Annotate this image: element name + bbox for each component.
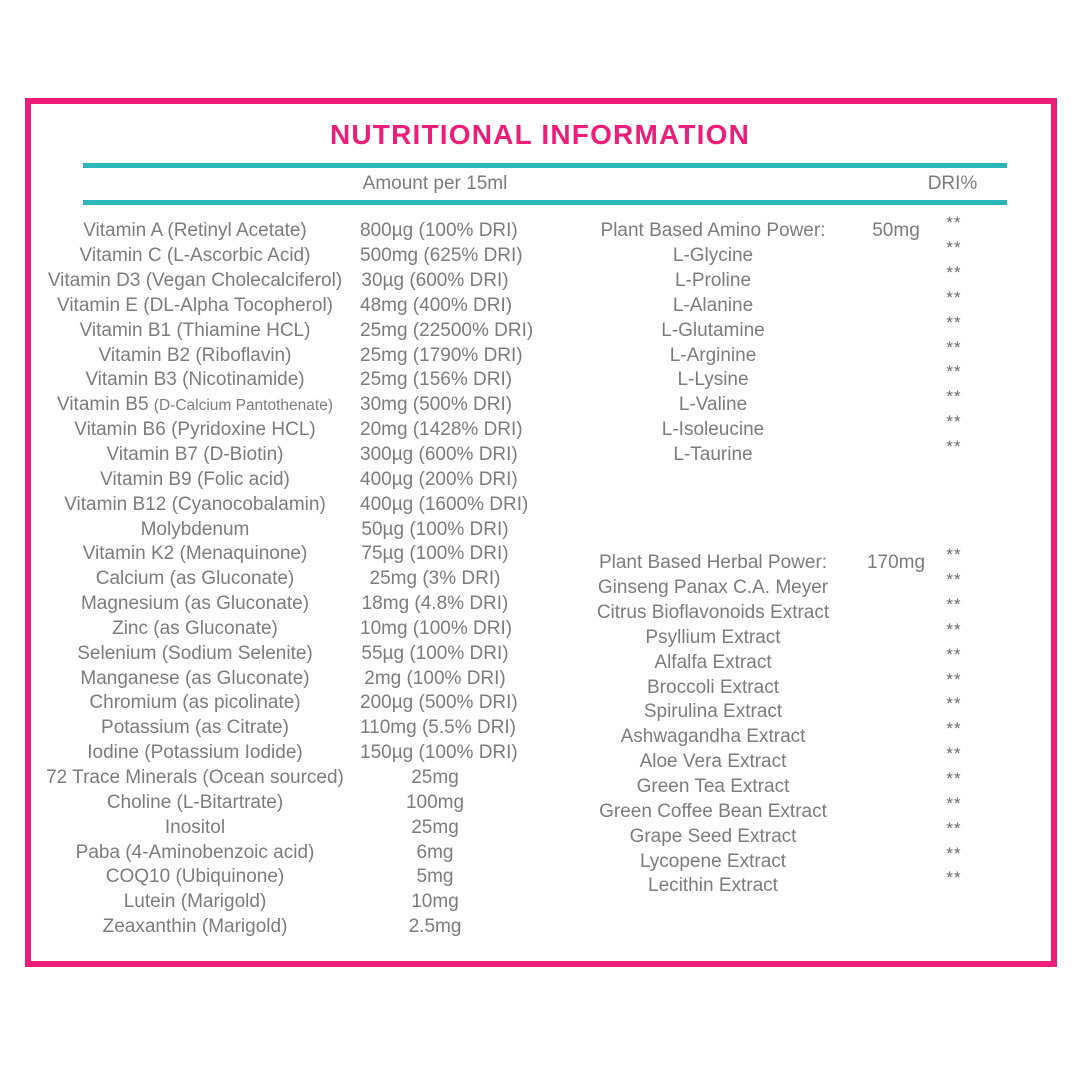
nutrient-label	[30, 245, 360, 267]
nutrient-amount: 25mg	[411, 766, 459, 788]
dri-asterisks: **	[946, 769, 962, 789]
nutrient-row	[560, 719, 982, 750]
nutrient-row	[30, 716, 516, 741]
nutrient-label-text: 72 Trace Minerals (Ocean sourced)	[46, 766, 344, 788]
nutrient-row	[560, 669, 982, 700]
amino-section-rows	[560, 213, 982, 467]
nutrient-row	[560, 769, 982, 800]
divider-bottom	[83, 200, 1007, 205]
nutrient-row	[560, 412, 982, 443]
nutrient-amount: 800µg (100% DRI)	[360, 220, 518, 242]
nutrient-row	[560, 387, 982, 418]
nutrient-row	[560, 287, 982, 319]
nutrient-amount: 400µg (200% DRI)	[360, 468, 518, 490]
nutrient-label	[30, 643, 360, 665]
nutrient-row	[30, 393, 513, 418]
herbal-section-rows	[560, 545, 982, 899]
nutrient-amount: 50mg	[872, 220, 920, 242]
nutrient-label	[30, 320, 360, 342]
nutrient-label	[30, 792, 360, 814]
nutrient-label-text: Vitamin B5	[56, 394, 149, 416]
nutrient-row	[560, 570, 982, 601]
dri-asterisks: **	[946, 362, 962, 382]
nutrient-label-text: Lutein (Marigold)	[123, 891, 267, 913]
nutrient-amount: 25mg (1790% DRI)	[360, 344, 523, 366]
nutrient-label-text: Vitamin B1 (Thiamine HCL)	[79, 319, 311, 341]
nutrient-row	[30, 641, 510, 666]
nutrient-label-text: Potassium (as Citrate)	[101, 717, 289, 739]
nutrient-amount: 5mg	[416, 866, 454, 888]
nutrient-row	[30, 492, 529, 517]
dri-asterisks: **	[946, 669, 962, 689]
nutrient-label: Lecithin Extract	[648, 875, 778, 897]
nutrient-row	[30, 592, 510, 617]
nutrient-row	[30, 766, 510, 791]
nutrient-label-text: Zinc (as Gluconate)	[112, 617, 278, 639]
nutrient-row	[560, 545, 982, 576]
nutrient-row	[560, 337, 982, 368]
nutrient-label-text: Vitamin B12 (Cyanocobalamin)	[64, 493, 326, 515]
nutrient-label: Aloe Vera Extract	[639, 751, 787, 773]
nutrient-label: Alfalfa Extract	[654, 651, 772, 673]
nutrient-amount: 300µg (600% DRI)	[360, 444, 518, 466]
nutrient-amount: 170mg	[866, 552, 926, 574]
nutrient-label	[30, 419, 360, 441]
nutrient-label	[30, 618, 360, 640]
nutrient-label: Green Coffee Bean Extract	[599, 800, 827, 822]
nutrient-label	[30, 668, 360, 690]
nutrient-label: L-Valine	[678, 394, 748, 416]
nutrient-amount: 10mg	[411, 891, 459, 913]
nutrient-label	[30, 270, 360, 292]
column-header-dri: DRI%	[927, 173, 978, 194]
nutrient-amount: 25mg (3% DRI)	[369, 568, 501, 590]
nutrient-label	[30, 568, 360, 590]
nutrient-label	[30, 369, 360, 391]
nutrient-amount: 30mg (500% DRI)	[360, 394, 513, 416]
nutrient-label-text: Vitamin B3 (Nicotinamide)	[85, 369, 305, 391]
nutrient-label-text: Iodine (Potassium Iodide)	[87, 742, 303, 764]
nutrient-amount: 55µg (100% DRI)	[361, 642, 509, 664]
nutrient-row	[560, 362, 982, 393]
nutrient-amount: 100mg	[405, 791, 465, 813]
dri-asterisks: **	[946, 287, 962, 307]
nutrient-amount: 18mg (4.8% DRI)	[361, 593, 509, 615]
nutrient-amount: 2.5mg	[408, 916, 462, 938]
nutrient-label: L-Glycine	[672, 245, 754, 267]
nutrient-row	[30, 542, 510, 567]
nutrient-label-small-text: (D-Calcium Pantothenate)	[153, 397, 333, 415]
nutrient-label	[30, 916, 360, 938]
nutrient-row	[30, 244, 523, 269]
nutrient-amount: 6mg	[416, 841, 454, 863]
nutrient-label	[30, 394, 360, 416]
nutrient-label-text: Manganese (as Gluconate)	[80, 667, 310, 689]
nutrient-label	[30, 891, 360, 913]
nutrient-label: L-Isoleucine	[661, 419, 765, 441]
nutrient-row	[560, 595, 982, 626]
nutrient-row	[30, 219, 518, 244]
nutrient-label: Psyllium Extract	[645, 626, 781, 648]
nutrient-label-text: Magnesium (as Gluconate)	[80, 593, 310, 615]
dri-asterisks: **	[946, 793, 962, 813]
dri-asterisks: **	[946, 570, 962, 590]
nutrient-label-text: Selenium (Sodium Selenite)	[77, 642, 313, 664]
nutrient-label-text: Vitamin D3 (Vegan Cholecalciferol)	[47, 270, 343, 292]
dri-asterisks: **	[946, 437, 962, 457]
nutrient-row	[30, 741, 518, 766]
nutrient-row	[560, 238, 982, 269]
nutrient-label-text: Vitamin B2 (Riboflavin)	[98, 344, 292, 366]
nutrient-amount: 150µg (100% DRI)	[360, 742, 518, 764]
nutrient-amount: 50µg (100% DRI)	[361, 518, 509, 540]
nutrient-row	[30, 840, 510, 865]
nutrient-label-text: Molybdenum	[140, 518, 250, 540]
nutrient-label	[30, 866, 360, 888]
dri-asterisks: **	[946, 213, 962, 233]
nutrient-row	[560, 868, 982, 899]
nutrient-row	[30, 666, 510, 691]
nutrient-label	[30, 817, 360, 839]
nutrient-label-text: Zeaxanthin (Marigold)	[102, 916, 288, 938]
nutrient-row	[560, 843, 982, 874]
nutrient-label: L-Arginine	[669, 344, 757, 366]
nutrient-amount: 75µg (100% DRI)	[361, 543, 509, 565]
nutrient-label	[30, 593, 360, 615]
nutrient-amount: 500mg (625% DRI)	[360, 245, 523, 267]
dri-asterisks: **	[946, 694, 962, 714]
nutrient-label: L-Alanine	[672, 294, 754, 316]
nutrient-row	[30, 443, 518, 468]
nutrient-label: Plant Based Amino Power:	[600, 220, 826, 242]
nutrient-label: Ginseng Panax C.A. Meyer	[597, 577, 829, 599]
nutrient-label	[30, 519, 360, 541]
dri-asterisks: **	[946, 263, 962, 283]
nutrient-amount: 200µg (500% DRI)	[360, 692, 518, 714]
nutrient-label	[30, 469, 360, 491]
nutrient-row	[30, 890, 510, 915]
nutrient-label: Ashwagandha Extract	[620, 726, 806, 748]
dri-asterisks: **	[946, 818, 962, 838]
nutrient-row	[30, 368, 513, 393]
nutrient-row	[30, 269, 510, 294]
nutrient-label-text: Vitamin C (L-Ascorbic Acid)	[79, 245, 311, 267]
nutrient-row	[30, 467, 518, 492]
nutrient-label	[30, 220, 360, 242]
nutrient-row	[30, 343, 523, 368]
nutrient-amount: 25mg (22500% DRI)	[360, 319, 534, 341]
nutrient-row	[30, 418, 523, 443]
nutrient-label-text: Chromium (as picolinate)	[89, 692, 301, 714]
nutrient-label-text: Vitamin A (Retinyl Acetate)	[83, 220, 307, 242]
page-title: NUTRITIONAL INFORMATION	[329, 119, 751, 150]
dri-asterisks: **	[946, 843, 962, 863]
nutrient-label: Grape Seed Extract	[629, 825, 797, 847]
dri-asterisks: **	[946, 619, 962, 639]
nutrient-row	[560, 818, 982, 849]
nutrient-label-text: Calcium (as Gluconate)	[95, 568, 295, 590]
nutrient-row	[560, 263, 982, 294]
nutrient-label-text: Inositol	[164, 816, 226, 838]
dri-asterisks: **	[946, 412, 962, 432]
nutrient-label-text: Vitamin B7 (D-Biotin)	[106, 444, 284, 466]
nutrient-label: Spirulina Extract	[643, 701, 783, 723]
nutrient-amount: 110mg (5.5% DRI)	[360, 717, 516, 739]
dri-asterisks: **	[946, 595, 962, 615]
nutrient-label	[30, 692, 360, 714]
nutrient-label: L-Proline	[674, 270, 752, 292]
dri-asterisks: **	[946, 744, 962, 764]
nutrient-label: L-Taurine	[673, 444, 753, 466]
nutrient-label	[30, 742, 360, 764]
nutrient-row	[30, 691, 518, 716]
nutrient-row	[560, 213, 982, 244]
left-column-rows	[30, 219, 534, 939]
column-header-amount: Amount per 15ml	[362, 173, 508, 194]
nutrient-amount: 30µg (600% DRI)	[361, 270, 509, 292]
nutrient-label	[30, 295, 360, 317]
nutrient-row	[560, 437, 982, 468]
nutrient-label: L-Lysine	[677, 369, 749, 391]
nutrient-amount: 25mg (156% DRI)	[360, 369, 513, 391]
dri-asterisks: **	[946, 312, 962, 332]
divider-top	[83, 163, 1007, 168]
nutrient-label	[30, 543, 360, 565]
dri-asterisks: **	[946, 238, 962, 258]
nutrient-amount: 48mg (400% DRI)	[360, 294, 513, 316]
nutrient-label	[30, 444, 360, 466]
nutrient-label-text: Vitamin K2 (Menaquinone)	[82, 543, 308, 565]
nutrient-row	[30, 915, 510, 940]
nutrient-row	[30, 294, 513, 319]
nutrient-label	[30, 767, 360, 789]
nutrient-row	[560, 694, 982, 725]
dri-asterisks: **	[946, 545, 962, 565]
nutrient-label: Broccoli Extract	[647, 676, 779, 698]
nutrient-row	[30, 617, 513, 642]
nutrient-row	[560, 744, 982, 775]
nutrient-row	[30, 567, 510, 592]
nutrient-row	[560, 644, 982, 675]
nutrient-amount: 25mg	[411, 816, 459, 838]
nutrient-label	[30, 842, 360, 864]
nutrient-label: Citrus Bioflavonoids Extract	[596, 602, 830, 624]
nutrient-label	[30, 494, 360, 516]
nutrient-amount: 2mg (100% DRI)	[364, 667, 506, 689]
nutrient-row	[560, 619, 982, 651]
nutrient-row	[560, 312, 982, 343]
nutrient-label	[30, 717, 360, 739]
dri-asterisks: **	[946, 719, 962, 739]
nutrient-label: Plant Based Herbal Power:	[598, 552, 828, 574]
nutrient-row	[30, 790, 510, 815]
dri-asterisks: **	[946, 868, 962, 888]
nutrient-label-text: Paba (4-Aminobenzoic acid)	[75, 841, 315, 863]
nutrient-label: Green Tea Extract	[636, 776, 790, 798]
nutrient-row	[30, 318, 534, 343]
dri-asterisks: **	[946, 644, 962, 664]
dri-asterisks: **	[946, 387, 962, 407]
nutrient-amount: 400µg (1600% DRI)	[360, 493, 529, 515]
nutrient-row	[30, 517, 510, 542]
nutrient-label-text: Choline (L-Bitartrate)	[106, 791, 284, 813]
nutrient-label-text: Vitamin B6 (Pyridoxine HCL)	[74, 419, 316, 441]
nutrient-label-text: Vitamin B9 (Folic acid)	[100, 468, 290, 490]
nutrient-label: Lycopene Extract	[639, 850, 787, 872]
nutrient-label-text: Vitamin E (DL-Alpha Tocopherol)	[57, 294, 333, 316]
nutrient-label-text: COQ10 (Ubiquinone)	[105, 866, 285, 888]
nutrient-label: L-Glutamine	[661, 319, 765, 341]
nutrient-amount: 10mg (100% DRI)	[360, 617, 513, 639]
nutrient-row	[30, 815, 510, 840]
nutrient-row	[30, 865, 510, 890]
nutrient-label	[30, 345, 360, 367]
nutrient-row	[560, 793, 982, 824]
nutrient-amount: 20mg (1428% DRI)	[360, 419, 523, 441]
dri-asterisks: **	[946, 337, 962, 357]
